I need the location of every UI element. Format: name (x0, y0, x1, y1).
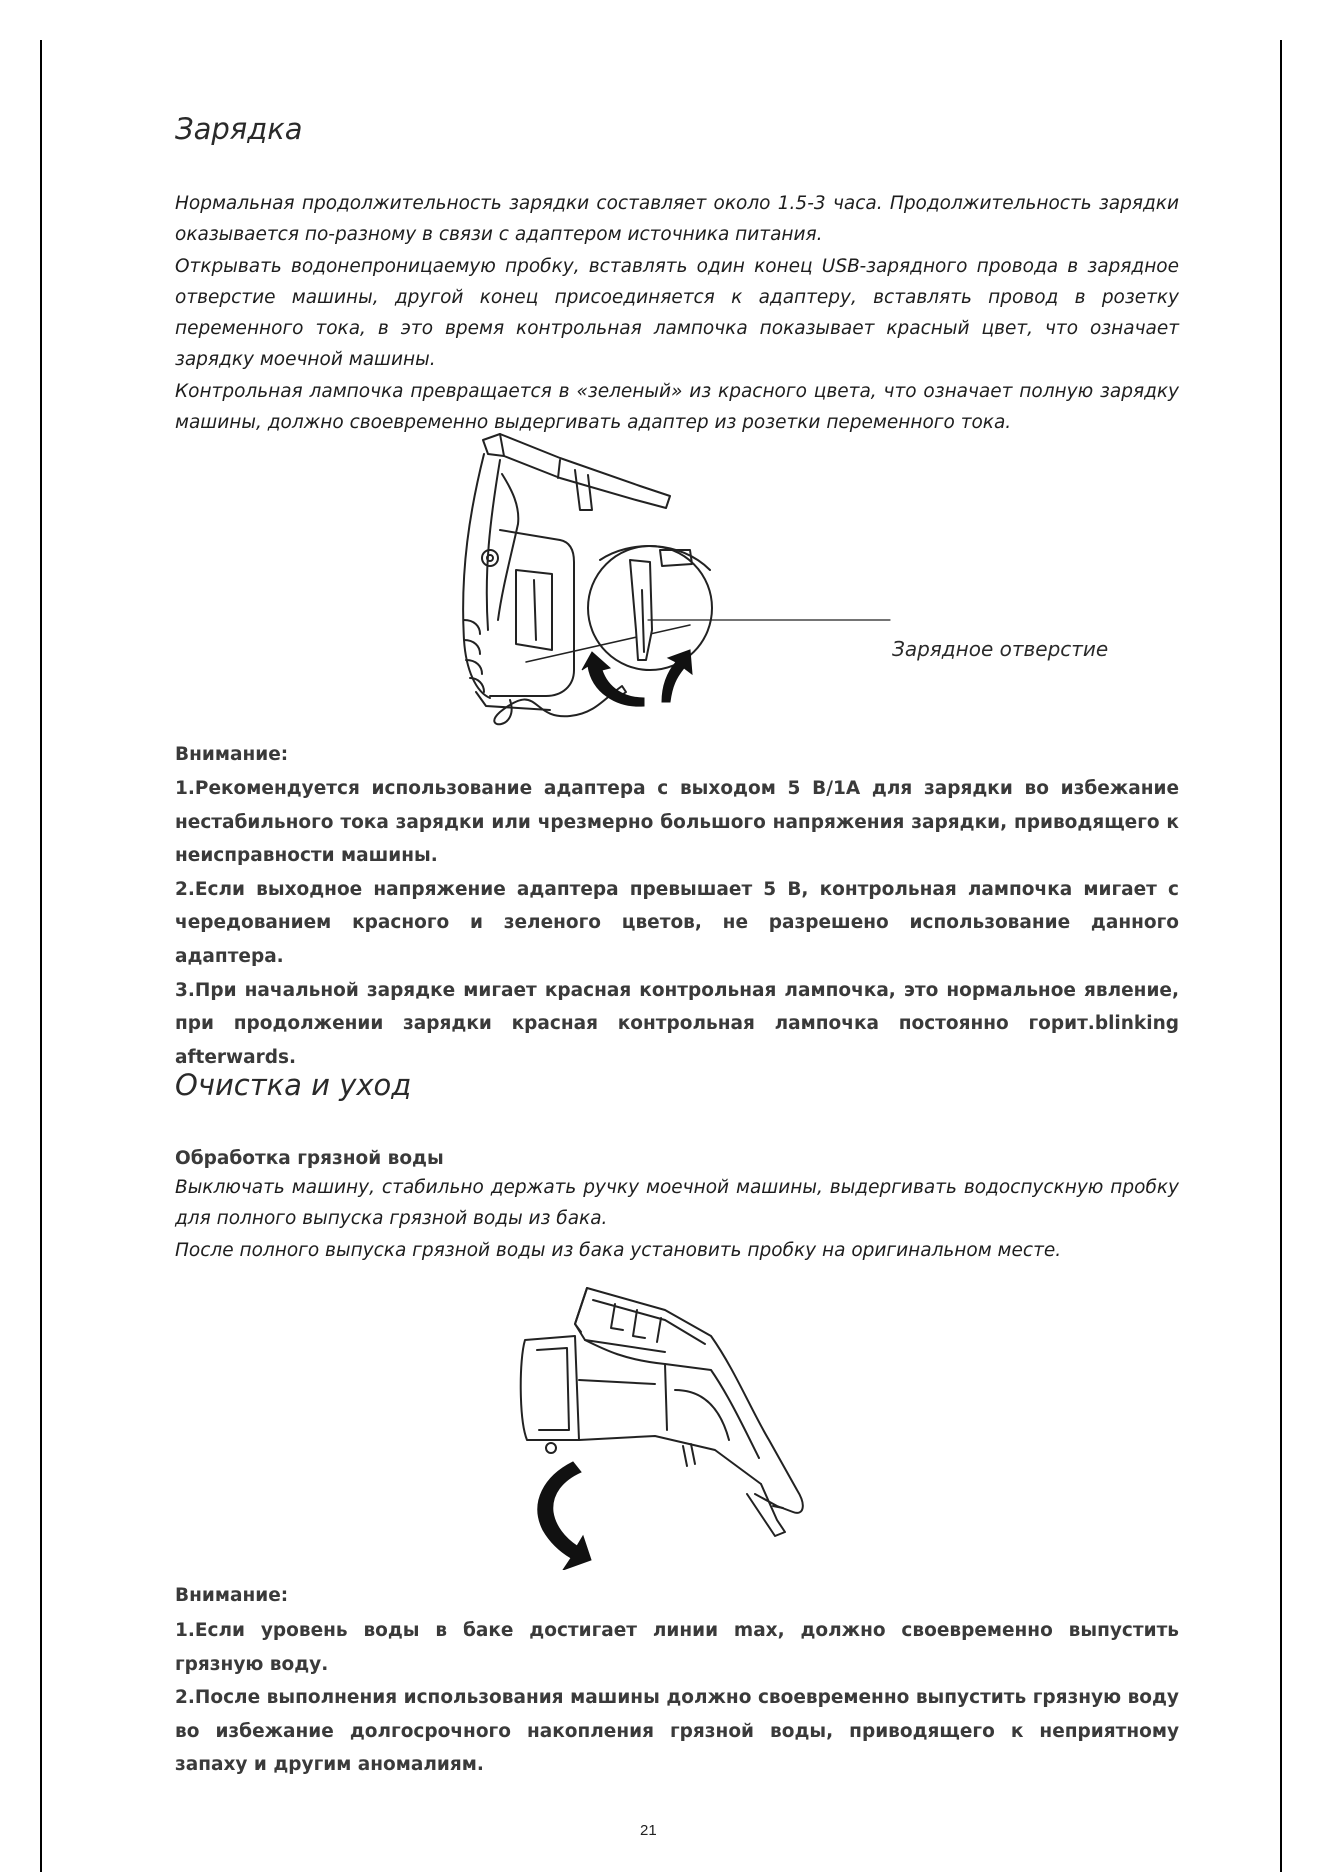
charging-text (175, 188, 1179, 438)
charging-paragraph: Открывать водонепроницаемую пробку, вставлять один конец USB-зарядного провода в зарядное отверстие машины, другой конец присоединяется к адаптеру, вставлять провод в розетку переменного тока, в это время контрольная лампочка показывает красный цвет, что означает зарядку моечной машины. (175, 255, 1179, 371)
charging-paragraph: Контрольная лампочка превращается в «зеленый» из красного цвета, что означает полную зарядку машины, должно своевременно выдергивать адаптер из розетки переменного тока. (175, 380, 1179, 434)
section-title-charging: Зарядка (175, 112, 303, 146)
section-title-cleaning: Очистка и уход (175, 1068, 412, 1102)
attention-item: 1.Если уровень воды в баке достигает линии max, должно своевременно выпустить грязную воду. (175, 1620, 1179, 1675)
attention-item: 1.Рекомендуется использование адаптера с выходом 5 В/1А для зарядки во избежание нестабильного тока зарядки или чрезмерно большого напряжения зарядки, приводящего к неисправности машины. (175, 778, 1179, 867)
attention-heading: Внимание: (175, 1585, 289, 1606)
dirty-water-subheading: Обработка грязной воды (175, 1148, 444, 1169)
right-margin-rule (1280, 40, 1282, 1872)
attention-heading: Внимание: (175, 744, 289, 765)
attention-item: 2.После выполнения использования машины должно своевременно выпустить грязную воду во избежание долгосрочного накопления грязной воды, приводящего к неприятному запаху и другим аномалиям. (175, 1687, 1179, 1776)
draining-illustration (515, 1280, 845, 1570)
cleaning-paragraph: Выключать машину, стабильно держать ручку моечной машины, выдергивать водоспускную пробку для полного выпуска грязной воды из бака. (175, 1177, 1179, 1230)
charging-port-label: Зарядное отверстие (892, 637, 1109, 661)
attention-item: 2.Если выходное напряжение адаптера превышает 5 В, контрольная лампочка мигает с чередованием красного и зеленого цветов, не разрешено использование данного адаптера. (175, 878, 1179, 967)
left-margin-rule (40, 40, 42, 1872)
cleaning-text (175, 1172, 1179, 1266)
attention-item: 3.При начальной зарядке мигает красная контрольная лампочка, это нормальное явление, при продолжении зарядки красная контрольная лампочка постоянно горит.blinking afterwards. (175, 979, 1179, 1068)
cleaning-paragraph: После полного выпуска грязной воды из бака установить пробку на оригинальном месте. (175, 1239, 1062, 1261)
attention-list (175, 772, 1179, 1074)
charging-illustration (440, 430, 900, 730)
attention-list (175, 1614, 1179, 1782)
page-number: 21 (640, 1822, 657, 1839)
charging-paragraph: Нормальная продолжительность зарядки составляет около 1.5-3 часа. Продолжительность зарядки оказывается по-разному в связи с адаптером источника питания. (175, 193, 1179, 246)
